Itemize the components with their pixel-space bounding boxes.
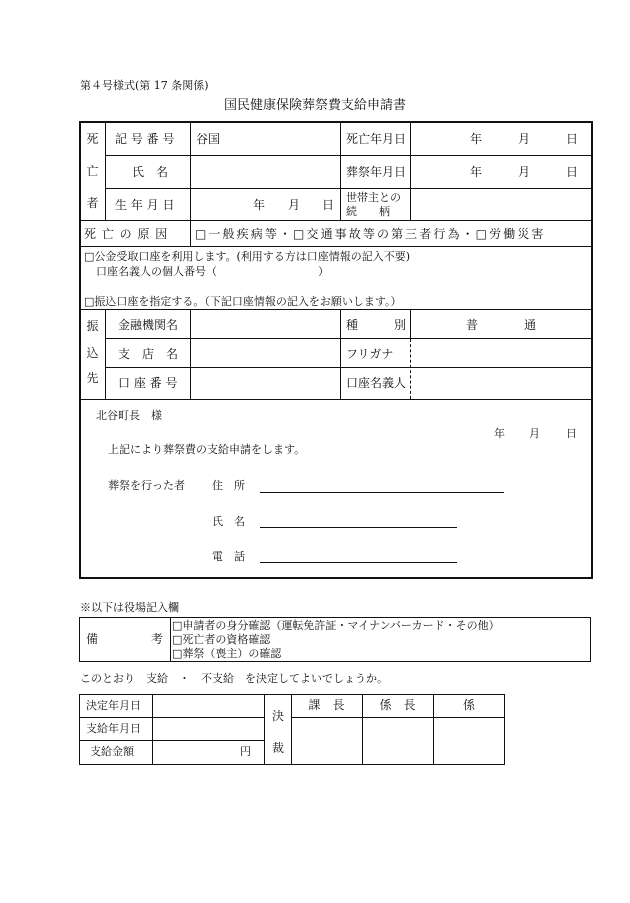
birth-date-label: 生 年 月 日: [115, 198, 175, 212]
account-type-value-2[interactable]: 通: [524, 318, 537, 332]
office-note: ※以下は役場記入欄: [80, 601, 179, 614]
remarks-label-2: 考: [151, 632, 164, 646]
decision-line: このとおり 支給 ・ 不支給 を決定してよいでしょうか。: [80, 672, 388, 685]
deceased-section-label-1: 死: [86, 132, 99, 146]
amount-label: 支給金額: [90, 745, 134, 758]
birth-date-month: 月: [288, 198, 301, 212]
death-date-day: 日: [566, 132, 579, 146]
transfer-section-label-3: 先: [86, 371, 99, 385]
funeral-date-year: 年: [470, 165, 483, 179]
applicant-name-label: 氏 名: [212, 515, 245, 528]
phone-label: 電 話: [212, 550, 245, 563]
transfer-section-label-2: 込: [86, 346, 99, 360]
role-section-chief: 課 長: [308, 698, 345, 712]
account-holder-label: 口座名義人: [346, 376, 407, 390]
funeral-date-month: 月: [518, 165, 531, 179]
relation-label-line2: 続 柄: [346, 205, 390, 218]
cause-options[interactable]: □一般疾病等・□交通事故等の第三者行為・□労働災害: [195, 227, 546, 241]
application-day: 日: [566, 427, 577, 440]
account-type-label: 種 別: [346, 318, 407, 332]
application-month: 月: [529, 427, 540, 440]
record-number-label: 記 号 番 号: [115, 132, 175, 146]
approval-label-1: 決: [271, 709, 284, 723]
decision-date-label: 決定年月日: [86, 699, 141, 712]
birth-date-year: 年: [253, 198, 266, 212]
check-deceased-eligibility[interactable]: □死亡者の資格確認: [172, 633, 271, 646]
branch-name-label: 支 店 名: [118, 347, 179, 361]
holder-id-close: ）: [318, 265, 329, 278]
remarks-label-1: 備: [86, 632, 99, 646]
amount-unit: 円: [240, 745, 251, 758]
form-title: 国民健康保険葬祭費支給申請書: [223, 98, 406, 113]
address-input-line[interactable]: [260, 492, 504, 493]
funeral-date-label: 葬祭年月日: [346, 165, 407, 179]
transfer-account-option[interactable]: □振込口座を指定する。（下記口座情報の記入をお願いします。）: [84, 295, 402, 308]
check-funeral-host[interactable]: □葬祭（喪主）の確認: [172, 647, 282, 660]
birth-date-day: 日: [322, 198, 335, 212]
death-date-month: 月: [518, 132, 531, 146]
phone-input-line[interactable]: [260, 562, 457, 563]
role-staff: 係: [462, 698, 475, 712]
transfer-section-label-1: 振: [86, 319, 99, 333]
death-date-label: 死亡年月日: [346, 132, 407, 146]
account-type-value-1[interactable]: 普: [466, 318, 479, 332]
deceased-section-label-2: 亡: [86, 164, 99, 178]
name-label: 氏 名: [132, 165, 169, 179]
death-date-year: 年: [470, 132, 483, 146]
form-number: 第４号様式(第 17 条関係): [80, 79, 209, 92]
relation-label-line1: 世帯主との: [346, 191, 401, 204]
record-number-value[interactable]: 谷国: [196, 132, 221, 146]
address-label: 住 所: [212, 479, 245, 492]
applicant-label: 葬祭を行った者: [108, 479, 185, 492]
furigana-label: フリガナ: [346, 347, 394, 361]
application-year: 年: [494, 427, 505, 440]
bank-name-label: 金融機関名: [118, 318, 179, 332]
payment-date-label: 支給年月日: [86, 722, 141, 735]
cause-label: 死 亡 の 原 因: [84, 227, 169, 241]
account-number-label: 口 座 番 号: [118, 376, 178, 390]
holder-id-label: 口座名義人の個人番号（: [96, 265, 217, 278]
application-statement: 上記により葬祭費の支給申請をします。: [108, 443, 306, 456]
public-account-option[interactable]: □公金受取口座を利用します。(利用する方は口座情報の記入不要): [84, 250, 411, 263]
check-identity[interactable]: □申請者の身分確認（運転免許証・マイナンバーカード・その他）: [172, 619, 500, 632]
funeral-date-day: 日: [566, 165, 579, 179]
addressee: 北谷町長 様: [96, 409, 162, 422]
role-subsection-chief: 係 長: [379, 698, 416, 712]
deceased-section-label-3: 者: [86, 196, 99, 210]
approval-label-2: 裁: [271, 741, 284, 755]
applicant-name-input-line[interactable]: [260, 527, 457, 528]
